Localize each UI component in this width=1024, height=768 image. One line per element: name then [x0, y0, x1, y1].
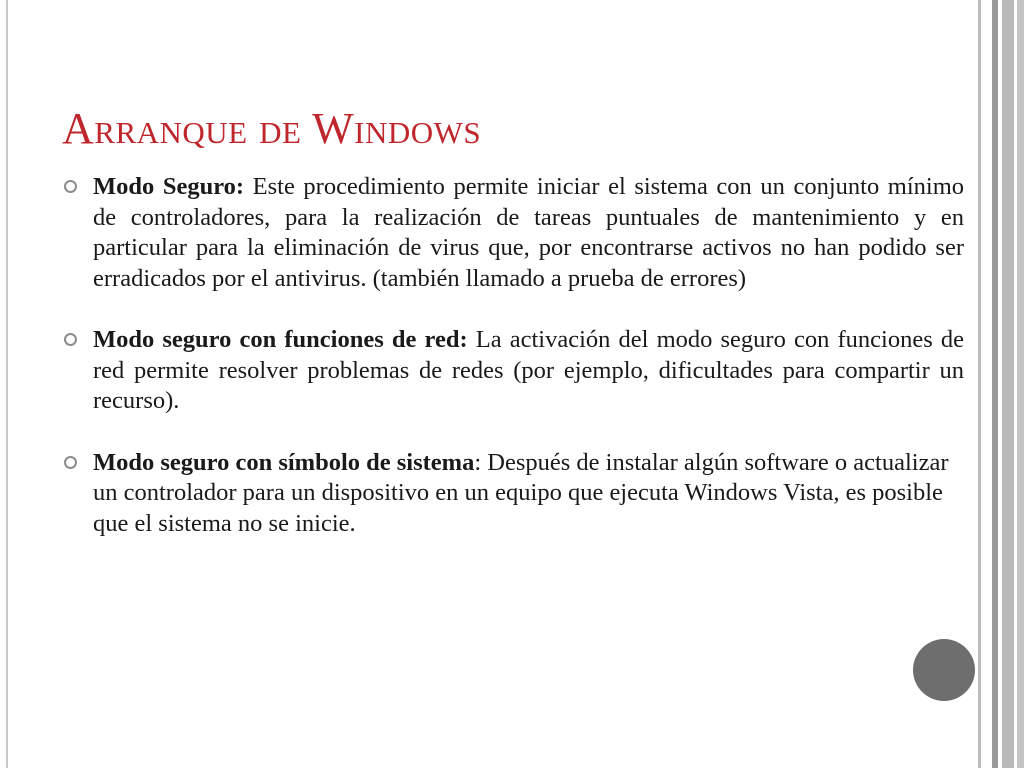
frame-stripe: [1002, 0, 1014, 768]
right-decorative-frame: [978, 0, 1024, 768]
bullet-text: Este procedimiento permite iniciar el sistema con un conjunto mínimo de controladores, para la realización de tareas puntuales de mantenimiento y en particular para la eliminación de virus que, por encontrarse activos no han podido ser erradicados por el antivirus. (también llamado a prueba de errores): [93, 173, 965, 292]
bullet-item-modo-simbolo: [62, 448, 964, 540]
slide-title: Arranque de Windows: [62, 104, 482, 153]
decorative-circle: [913, 639, 975, 701]
bullet-item-modo-seguro: [62, 172, 964, 294]
bullet-item-modo-red: [62, 325, 964, 417]
left-frame-line: [6, 0, 8, 768]
bullet-ring-icon: [64, 180, 77, 193]
bullet-lead: Modo Seguro:: [93, 173, 245, 200]
frame-stripe: [981, 0, 992, 768]
bullet-lead: Modo seguro con símbolo de sistema: [93, 448, 475, 476]
bullet-text: La activación del modo seguro con funciones de red permite resolver problemas de redes (por ejemplo, dificultades para compartir un recurso).: [93, 326, 964, 414]
bullet-ring-icon: [64, 333, 77, 346]
bullet-text: : Después de instalar algún software o actualizar un controlador para un dispositivo en un equipo que ejecuta Windows Vista, es posible que el sistema no se inicie.: [93, 448, 949, 537]
frame-stripe: [1017, 0, 1024, 768]
bullet-list: [62, 172, 964, 539]
bullet-lead: Modo seguro con funciones de red:: [93, 326, 468, 353]
bullet-ring-icon: [64, 456, 77, 469]
